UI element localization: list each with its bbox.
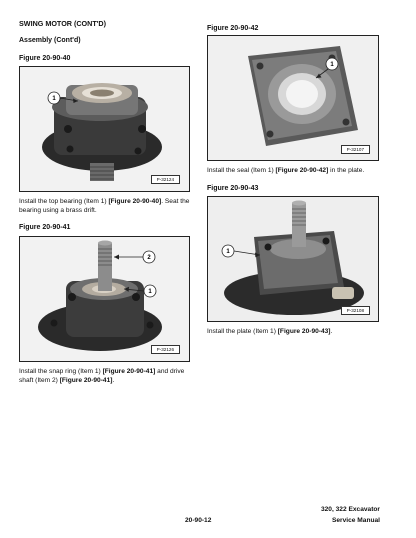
figure-reference: [Figure 20-90-41]	[59, 376, 113, 384]
figure-caption-20-90-40: Figure 20-90-40	[19, 55, 71, 62]
instruction-20-90-42	[207, 167, 385, 176]
instruction-text: Install the snap ring (Item 1)	[19, 368, 103, 375]
photo-code: P-32124	[151, 175, 180, 184]
figure-20-90-41	[19, 236, 190, 362]
plate-install-photo	[208, 197, 378, 321]
instruction-text: .	[112, 376, 115, 384]
instruction-text: Install the plate (Item 1)	[207, 328, 278, 335]
instruction-text: . Seat the bearing using a brass drift.	[19, 198, 190, 214]
photo-code: P-32126	[151, 345, 180, 354]
figure-reference: [Figure 20-90-41]	[102, 368, 156, 375]
figure-20-90-40	[19, 66, 190, 192]
page-number: 20-90-12	[185, 517, 212, 524]
section-title: SWING MOTOR (CONT'D)	[19, 19, 107, 28]
photo-code: P-32107	[341, 145, 370, 154]
instruction-20-90-43	[207, 328, 385, 337]
figure-reference: [Figure 20-90-43]	[277, 328, 331, 335]
swing-motor-drive-shaft-photo	[20, 237, 189, 361]
instruction-text: Install the seal (Item 1)	[207, 167, 276, 174]
photo-code: P-32108	[341, 306, 370, 315]
instruction-text: and drive shaft (Item 2)	[19, 368, 185, 384]
figure-reference: [Figure 20-90-40]	[108, 198, 162, 205]
callout-2-label: 2	[147, 255, 151, 262]
callout-1-label: 1	[52, 96, 56, 103]
figure-caption-20-90-42: Figure 20-90-42	[207, 25, 259, 32]
figure-20-90-43	[207, 196, 379, 322]
instruction-text: in the plate.	[328, 167, 365, 174]
footer-manual: Service Manual	[331, 517, 380, 524]
figure-caption-20-90-41: Figure 20-90-41	[19, 224, 71, 231]
callout-1-label: 1	[226, 249, 230, 256]
swing-motor-top-bearing-photo	[20, 67, 189, 191]
figure-20-90-42	[207, 35, 379, 161]
figure-reference: [Figure 20-90-42]	[275, 167, 329, 174]
instruction-20-90-40	[19, 198, 191, 215]
instruction-text: .	[330, 328, 333, 335]
figure-caption-20-90-43: Figure 20-90-43	[207, 185, 259, 192]
instruction-text: Install the top bearing (Item 1)	[19, 198, 109, 205]
instruction-20-90-41	[19, 368, 191, 385]
footer-model: 320, 322 Excavator	[320, 506, 380, 513]
callout-1-label: 1	[330, 62, 334, 69]
subsection-title: Assembly (Cont'd)	[19, 37, 81, 44]
callout-1-label: 1	[148, 289, 152, 296]
seal-plate-photo	[208, 36, 378, 160]
